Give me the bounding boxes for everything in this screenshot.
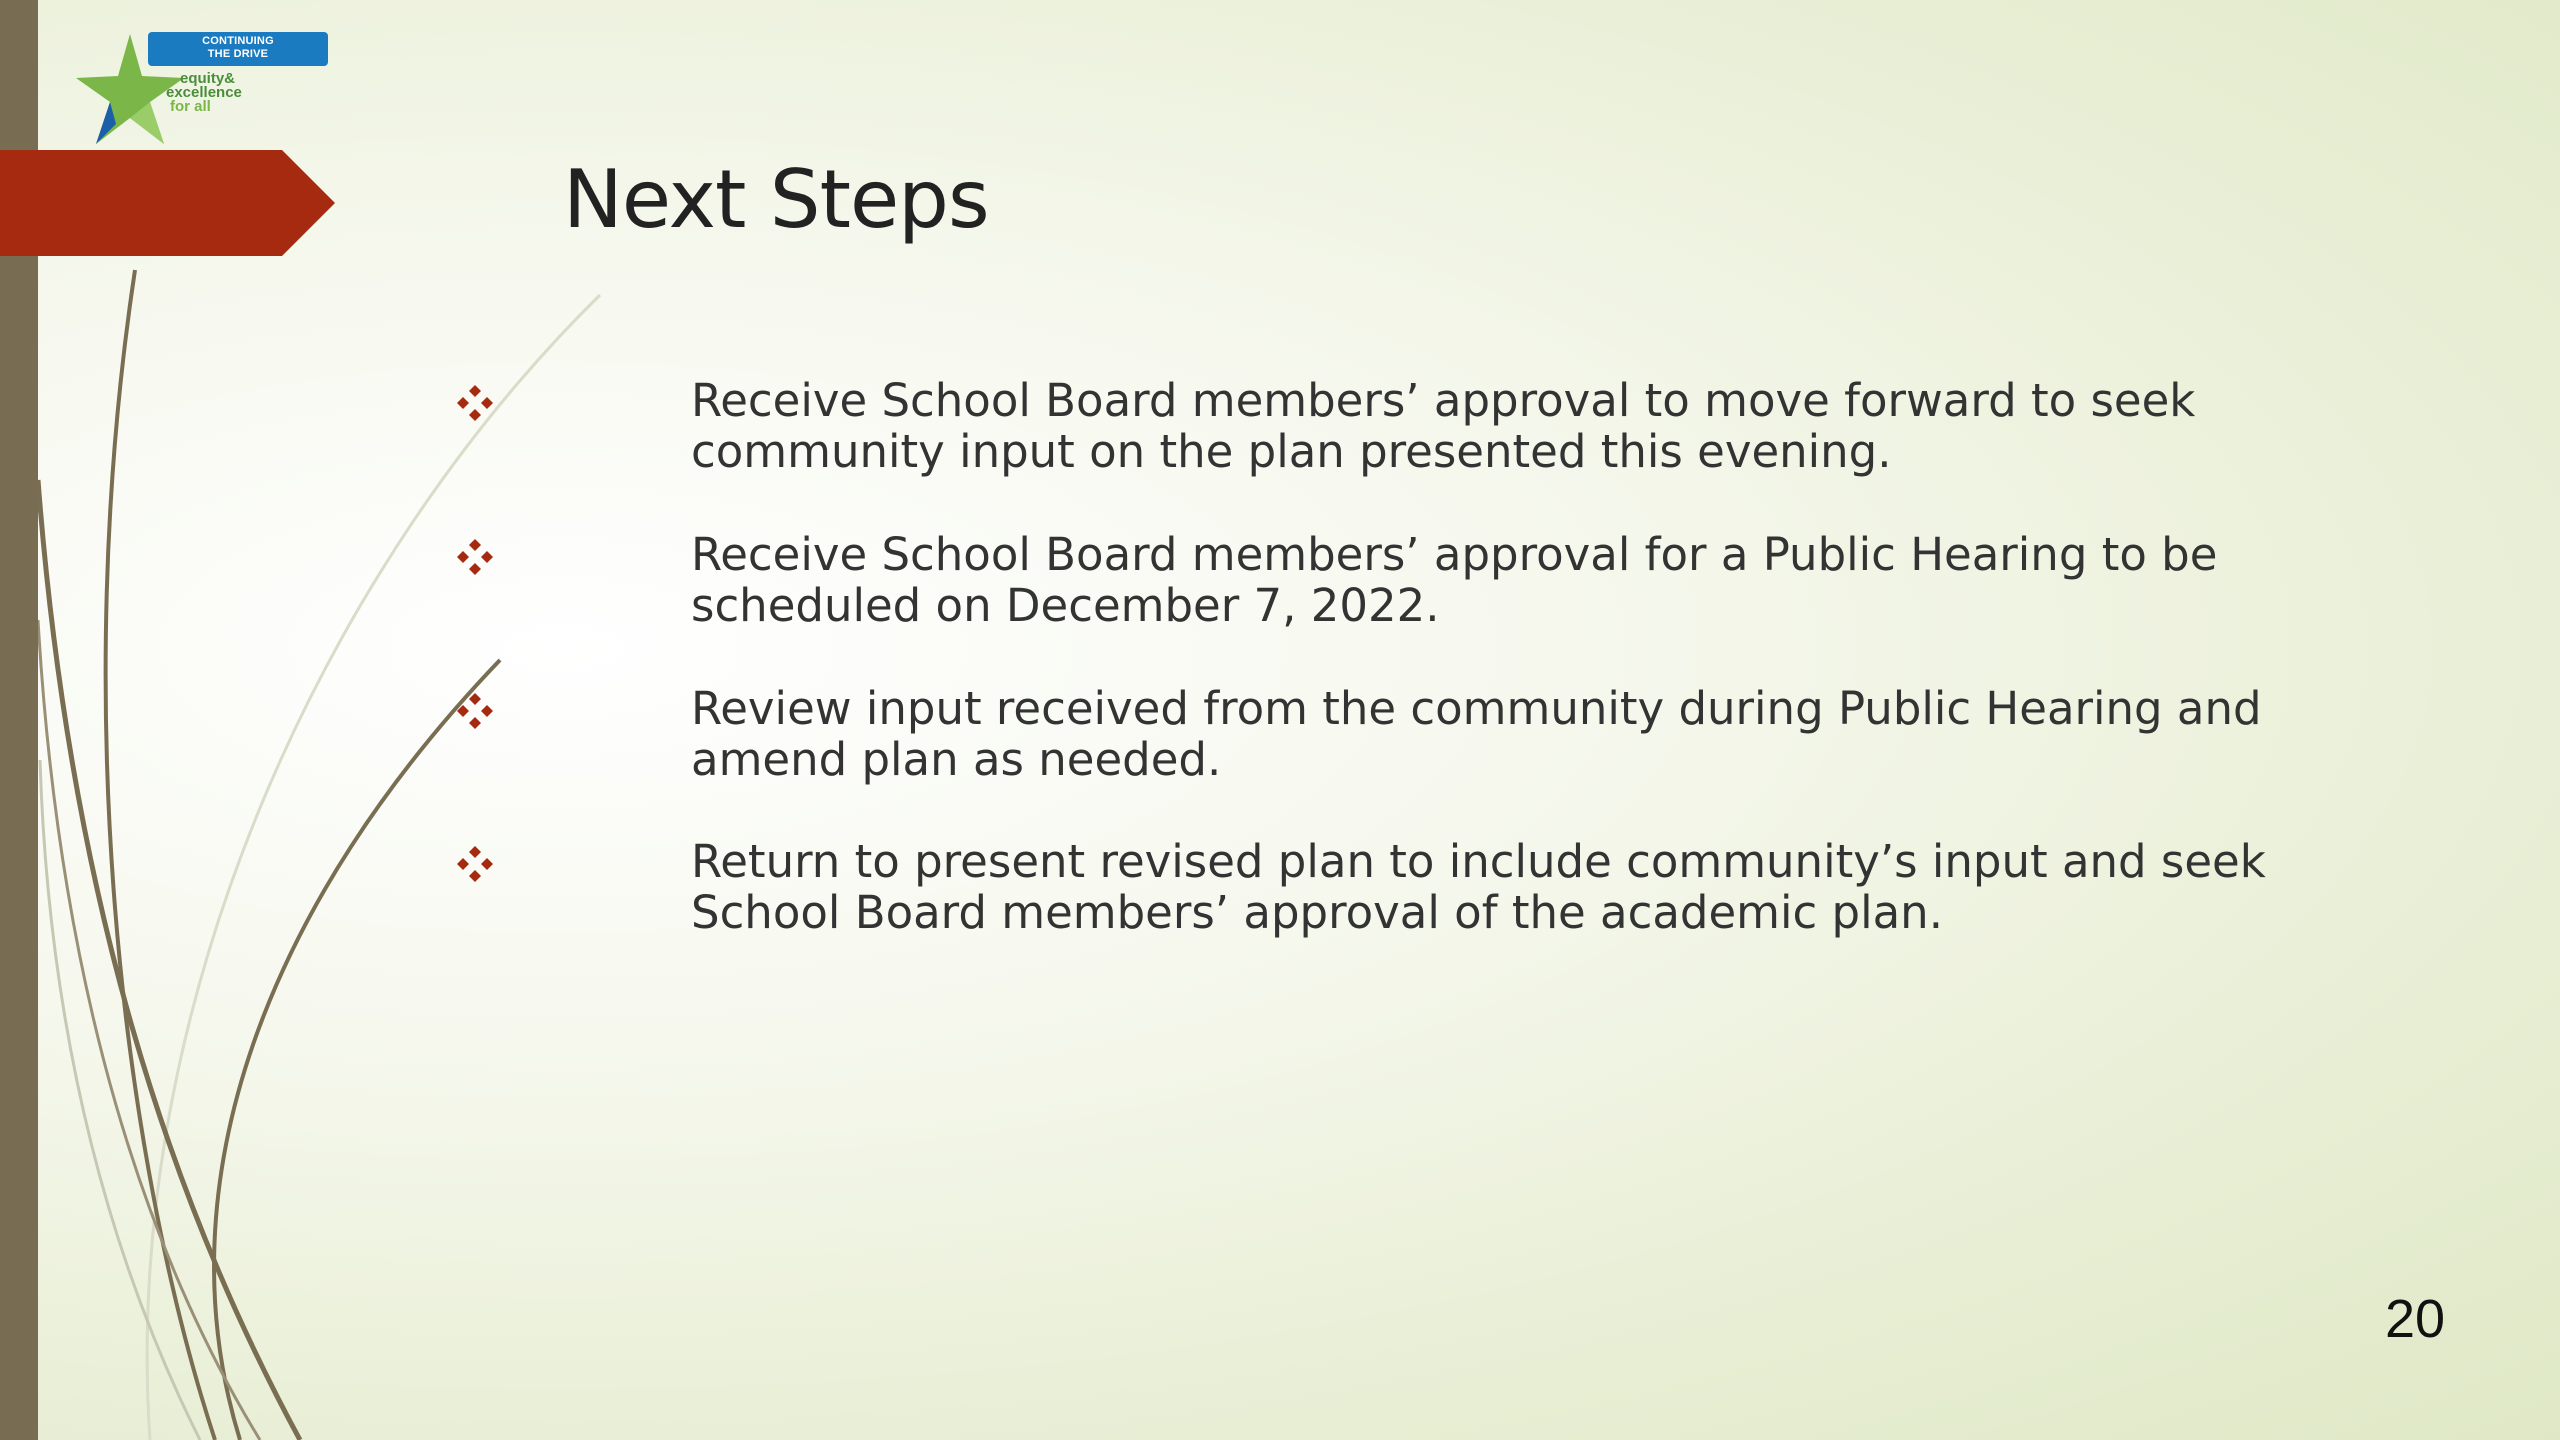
page-number: 20 bbox=[2385, 1289, 2446, 1349]
logo-badge bbox=[148, 32, 328, 66]
slide-title: Next Steps bbox=[563, 153, 989, 246]
diamond-cluster-bullet-icon bbox=[455, 537, 495, 577]
bullet-text-line: Receive School Board members’ approval for a Public Hearing to be bbox=[691, 528, 2218, 581]
bullet-text-line: amend plan as needed. bbox=[691, 733, 1222, 786]
logo-badge-line1: CONTINUING bbox=[202, 35, 274, 47]
logo-tagline-line3: for all bbox=[170, 98, 211, 115]
bullet-text bbox=[691, 682, 2262, 786]
title-arrow-banner bbox=[0, 150, 335, 256]
bullet-text-line: scheduled on December 7, 2022. bbox=[691, 579, 1440, 632]
logo-tagline-line2: excellence bbox=[166, 84, 242, 101]
bullet-text-line: Receive School Board members’ approval to move forward to seek bbox=[691, 374, 2196, 427]
logo-tagline-line1: equity& bbox=[180, 70, 236, 87]
bullet-text-line: School Board members’ approval of the academic plan. bbox=[691, 886, 1944, 939]
bullet-text bbox=[691, 529, 2251, 631]
diamond-cluster-bullet-icon bbox=[455, 844, 495, 884]
logo-badge-line2: THE DRIVE bbox=[207, 48, 269, 60]
diamond-cluster-bullet-icon bbox=[455, 691, 495, 731]
logo-tagline bbox=[160, 72, 280, 114]
diamond-cluster-bullet-icon bbox=[455, 383, 495, 423]
bullet-text-line: community input on the plan presented this evening. bbox=[691, 425, 1892, 478]
bullet-text bbox=[691, 375, 2251, 477]
bullet-text bbox=[691, 835, 2266, 939]
bullet-text-line: Return to present revised plan to include community’s input and seek bbox=[691, 835, 2266, 888]
logo bbox=[72, 28, 272, 158]
bullet-text-line: Review input received from the community during Public Hearing and bbox=[691, 682, 2262, 735]
